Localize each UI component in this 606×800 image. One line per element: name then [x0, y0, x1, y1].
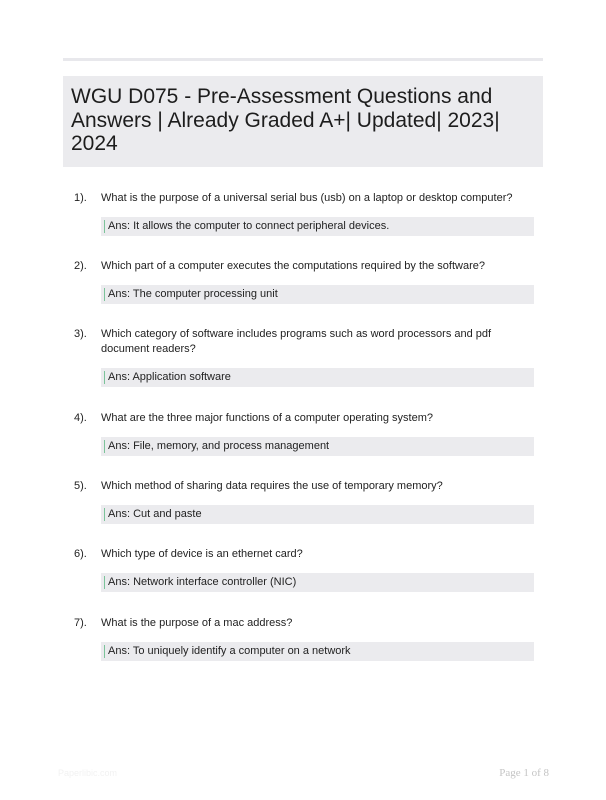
qa-item-3 [74, 327, 536, 387]
question-text: Which category of software includes programs such as word processors and pdf document readers? [101, 328, 492, 355]
page-number: Page 1 of 8 [499, 767, 549, 779]
qa-item-2 [74, 259, 536, 304]
question-text: What is the purpose of a mac address? [101, 617, 293, 629]
footer-watermark: Paperlibic.com [58, 768, 118, 778]
question-text: What are the three major functions of a computer operating system? [101, 412, 433, 424]
top-divider [63, 58, 543, 61]
question-text: What is the purpose of a universal serial bus (usb) on a laptop or desktop computer? [101, 192, 513, 204]
question-text: Which part of a computer executes the computations required by the software? [101, 260, 485, 272]
question-number: 5). [74, 480, 87, 492]
answer-box: Ans: Network interface controller (NIC) [101, 573, 534, 592]
question-row [74, 479, 536, 494]
qa-item-4 [74, 411, 536, 456]
qa-item-7 [74, 616, 536, 661]
question-number: 6). [74, 548, 87, 560]
answer-box: Ans: Application software [101, 368, 534, 387]
answer-box: Ans: The computer processing unit [101, 285, 534, 304]
qa-item-1 [74, 191, 536, 236]
question-number: 1). [74, 192, 87, 204]
answer-box: Ans: It allows the computer to connect peripheral devices. [101, 217, 534, 236]
answer-box: Ans: File, memory, and process management [101, 437, 534, 456]
answer-box: Ans: To uniquely identify a computer on a network [101, 642, 534, 661]
question-text: Which method of sharing data requires the use of temporary memory? [101, 480, 443, 492]
question-row [74, 411, 536, 426]
qa-item-6 [74, 547, 536, 592]
title-banner [63, 76, 543, 167]
answer-box: Ans: Cut and paste [101, 505, 534, 524]
question-number: 2). [74, 260, 87, 272]
question-number: 3). [74, 328, 87, 340]
document-title: WGU D075 - Pre-Assessment Questions and Answers | Already Graded A+| Updated| 2023| 2024 [71, 85, 500, 155]
question-row [74, 327, 536, 357]
question-row [74, 616, 536, 631]
question-row [74, 259, 536, 274]
question-number: 7). [74, 617, 87, 629]
question-text: Which type of device is an ethernet card? [101, 548, 303, 560]
question-row [74, 547, 536, 562]
qa-item-5 [74, 479, 536, 524]
question-row [74, 191, 536, 206]
question-number: 4). [74, 412, 87, 424]
